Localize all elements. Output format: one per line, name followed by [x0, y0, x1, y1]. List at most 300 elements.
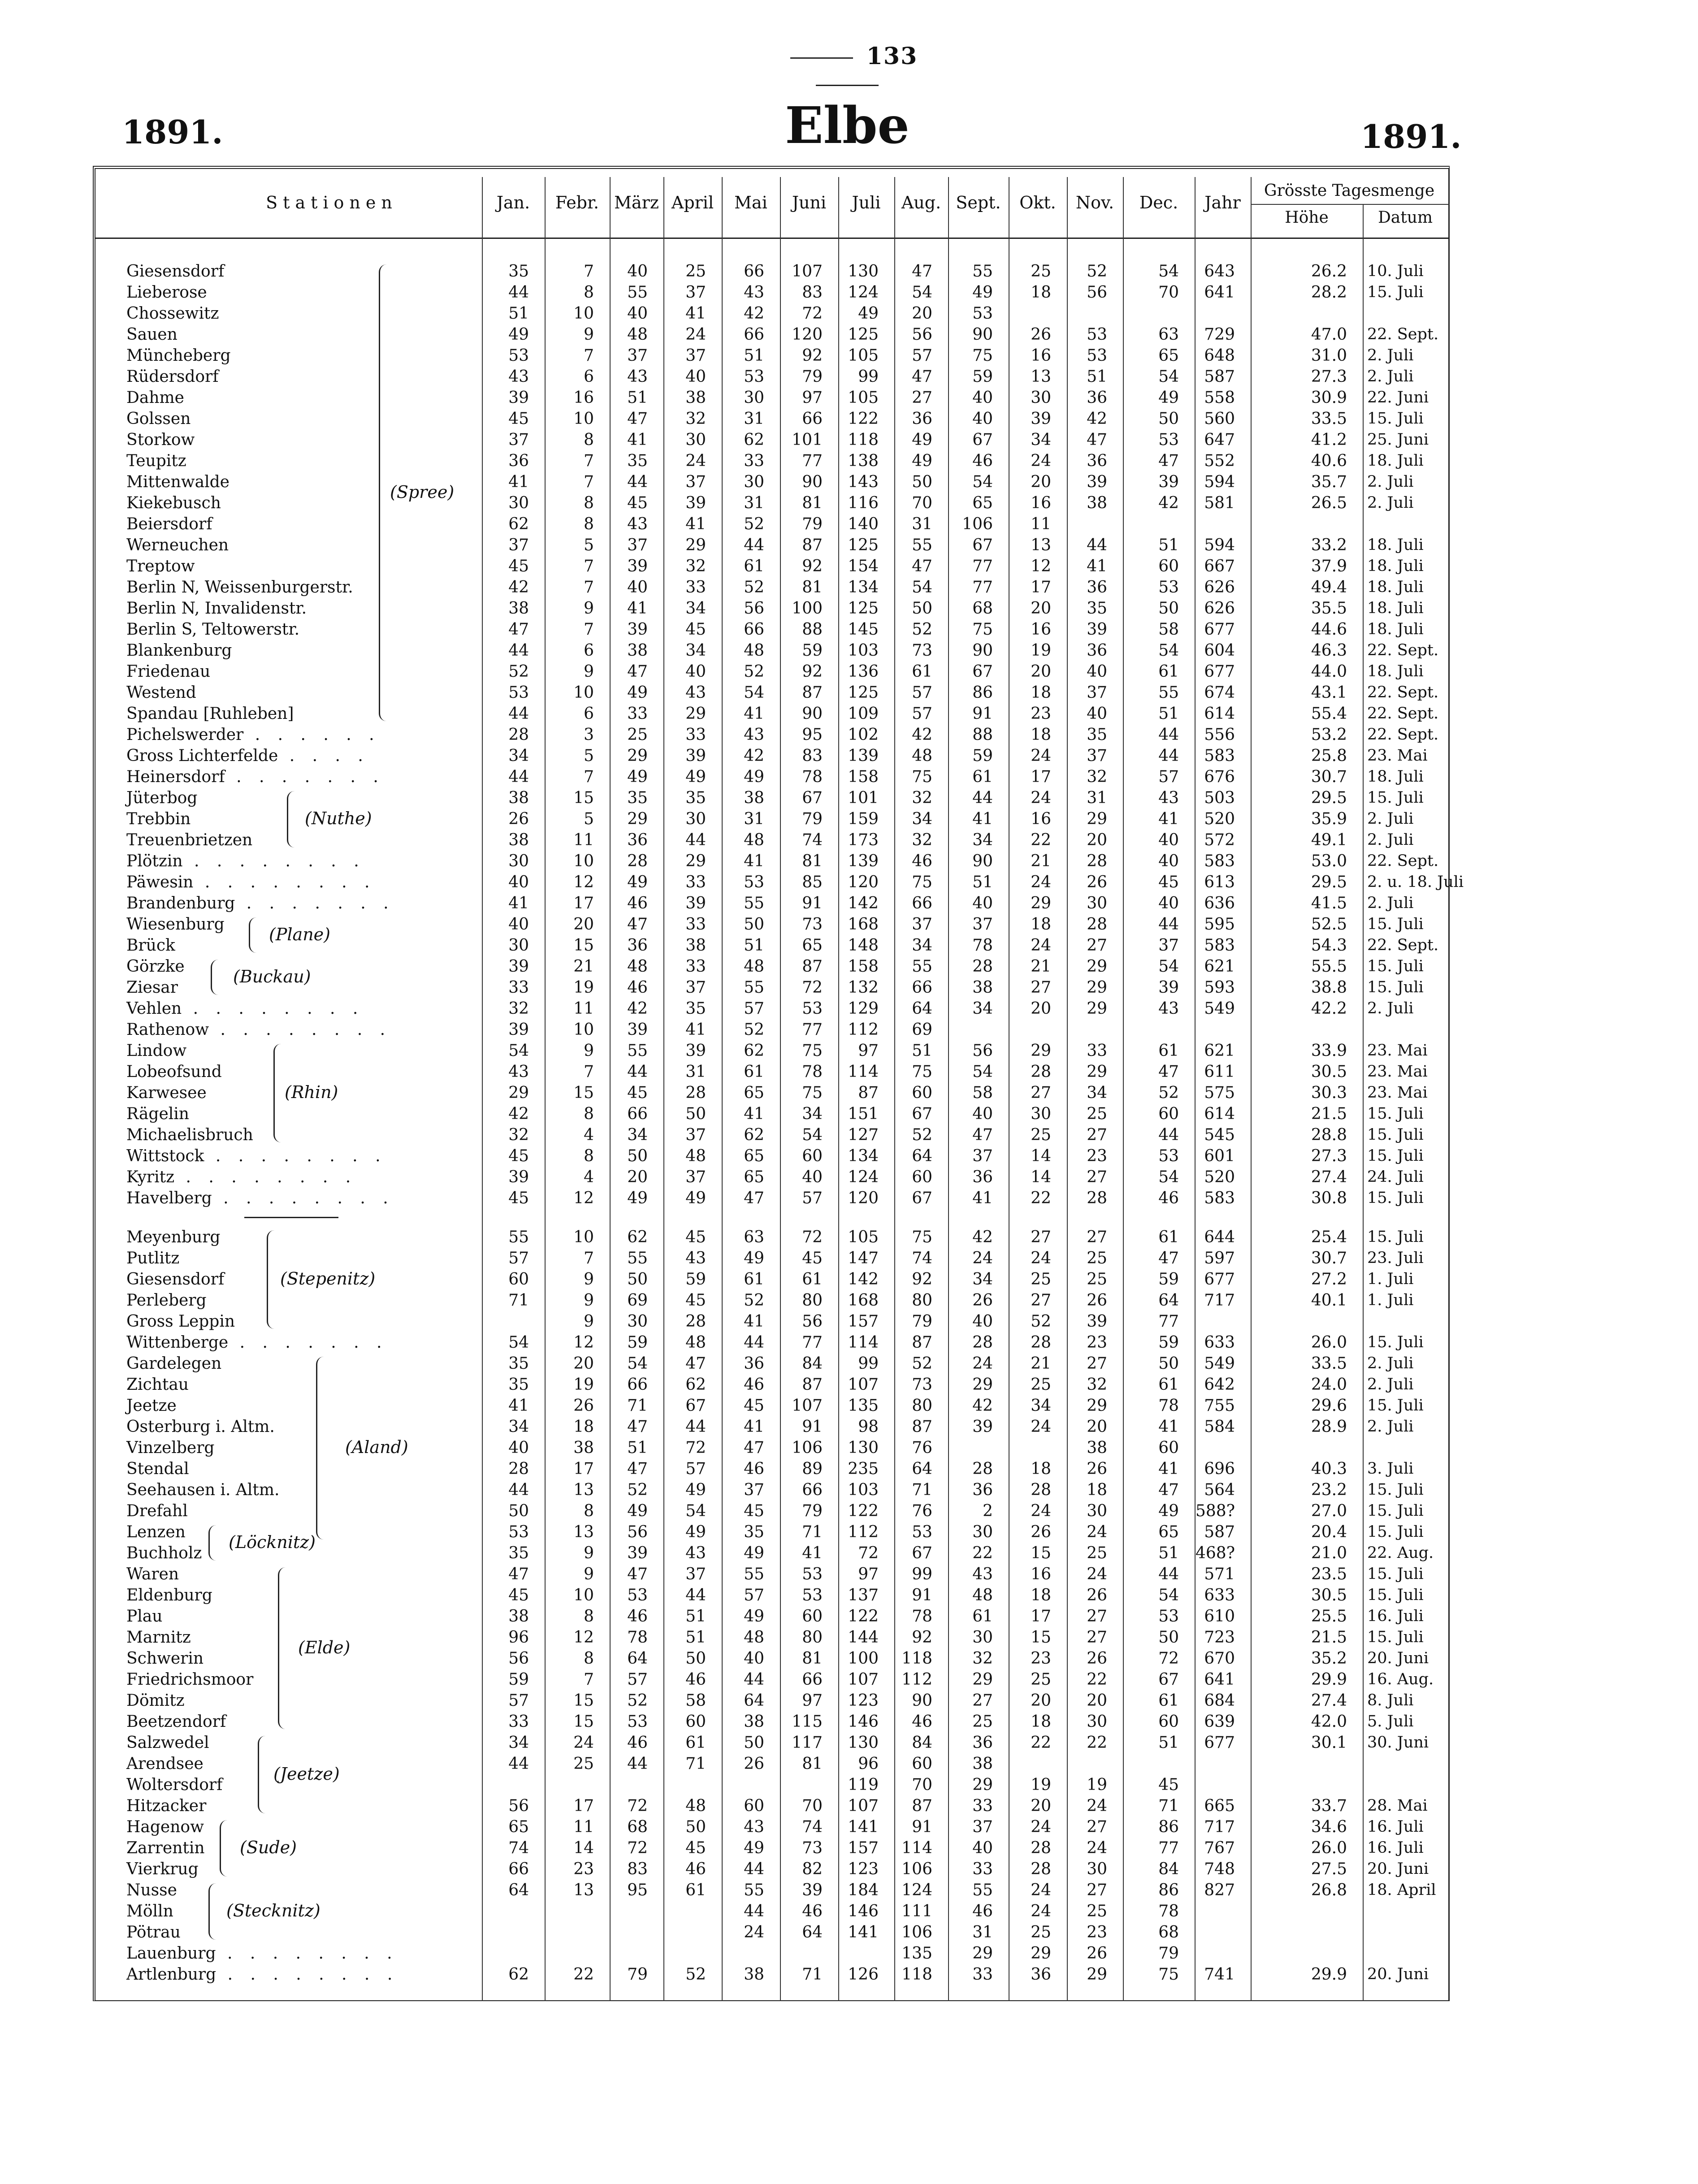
month-value: 91 [802, 894, 823, 913]
month-value: 41 [744, 705, 764, 723]
station-name: Vierkrug [126, 1860, 199, 1878]
month-value: 45 [685, 1291, 706, 1310]
month-value: 45 [627, 494, 648, 512]
month-value: 46 [685, 1860, 706, 1878]
group-brace [258, 1736, 265, 1813]
month-value: 38 [685, 936, 706, 955]
month-value: 7 [584, 1063, 594, 1081]
header-month: April [671, 193, 714, 212]
month-value: 31 [1087, 789, 1107, 807]
month-value: 72 [802, 978, 823, 997]
month-value: 235 [848, 1460, 879, 1478]
month-value: 18 [1031, 1713, 1051, 1731]
month-value: 71 [627, 1397, 648, 1415]
month-value: 70 [1158, 283, 1179, 302]
month-value: 139 [848, 852, 879, 870]
station-name: Perleberg [126, 1291, 207, 1310]
table-row [0, 682, 1698, 703]
month-value: 48 [685, 1797, 706, 1815]
year-total: 717 [1204, 1291, 1235, 1310]
month-value: 62 [508, 1965, 529, 1984]
month-value: 47 [744, 1439, 764, 1457]
month-value: 36 [1087, 452, 1107, 470]
year-total: 583 [1204, 747, 1235, 765]
month-value: 28 [972, 1460, 993, 1478]
month-value: 34 [802, 1105, 823, 1123]
header-month: Aug. [901, 193, 941, 212]
month-value: 107 [848, 1670, 879, 1689]
month-value: 92 [802, 662, 823, 681]
max-height: 23.5 [1311, 1565, 1347, 1583]
month-value: 78 [912, 1607, 932, 1626]
year-total: 665 [1204, 1797, 1235, 1815]
month-value: 66 [627, 1375, 648, 1394]
month-value: 127 [848, 1126, 879, 1144]
month-value: 53 [508, 346, 529, 365]
month-value: 26 [744, 1755, 764, 1773]
month-value: 4 [584, 1126, 594, 1144]
month-value: 42 [1158, 494, 1179, 512]
month-value: 22 [1031, 831, 1051, 849]
year-total: 633 [1204, 1586, 1235, 1604]
year-total: 556 [1204, 726, 1235, 744]
max-height: 44.6 [1311, 620, 1347, 639]
station-name: Jeetze [126, 1397, 177, 1415]
month-value: 143 [848, 473, 879, 491]
month-value: 49 [744, 1544, 764, 1562]
month-value: 51 [912, 1042, 932, 1060]
year-total: 503 [1204, 789, 1235, 807]
month-value: 61 [744, 557, 764, 575]
year-total: 520 [1204, 1168, 1235, 1186]
month-value: 52 [1158, 1084, 1179, 1102]
station-name: Jüterbog [126, 789, 198, 807]
month-value: 56 [972, 1042, 993, 1060]
max-height: 30.1 [1311, 1734, 1347, 1752]
table-row [0, 1669, 1698, 1690]
month-value: 62 [508, 515, 529, 533]
station-name: Müncheberg [126, 346, 231, 365]
month-value: 54 [744, 683, 764, 702]
month-value: 41 [508, 894, 529, 913]
month-value: 15 [573, 1691, 594, 1710]
month-value: 44 [744, 1670, 764, 1689]
group-label: (Stepenitz) [280, 1269, 376, 1289]
month-value: 122 [848, 1502, 879, 1520]
month-value: 46 [627, 1607, 648, 1626]
month-value: 15 [573, 1084, 594, 1102]
month-value: 8 [584, 1607, 594, 1626]
month-value: 53 [912, 1523, 932, 1541]
month-value: 49 [858, 304, 879, 323]
month-value: 11 [573, 1818, 594, 1836]
month-value: 5 [584, 536, 594, 554]
month-value: 69 [912, 1021, 932, 1039]
month-value: 38 [508, 831, 529, 849]
month-value: 34 [685, 599, 706, 618]
month-value: 70 [912, 494, 932, 512]
month-value: 114 [848, 1063, 879, 1081]
month-value: 38 [573, 1439, 594, 1457]
month-value: 24 [1031, 1881, 1051, 1899]
month-value: 26 [1031, 1523, 1051, 1541]
year-total: 667 [1204, 557, 1235, 575]
month-value: 81 [802, 578, 823, 597]
month-value: 64 [627, 1649, 648, 1668]
month-value: 22 [1031, 1189, 1051, 1207]
month-value: 119 [848, 1776, 879, 1794]
month-value: 25 [685, 262, 706, 281]
year-total: 581 [1204, 494, 1235, 512]
year-total: 583 [1204, 852, 1235, 870]
month-value: 25 [573, 1755, 594, 1773]
month-value: 59 [685, 1270, 706, 1289]
year-total: 593 [1204, 978, 1235, 997]
month-value: 66 [912, 894, 932, 913]
month-value: 61 [1158, 1042, 1179, 1060]
month-value: 67 [972, 662, 993, 681]
month-value: 27 [1087, 1126, 1107, 1144]
table-row [0, 661, 1698, 682]
month-value: 54 [1158, 368, 1179, 386]
month-value: 14 [573, 1839, 594, 1857]
month-value: 125 [848, 325, 879, 344]
month-value: 32 [685, 410, 706, 428]
station-name: Chossewitz [126, 304, 219, 323]
year-total: 827 [1204, 1881, 1235, 1899]
max-height: 30.7 [1311, 1249, 1347, 1267]
max-date: 16. Juli [1367, 1607, 1424, 1625]
month-value: 48 [627, 325, 648, 344]
month-value: 41 [744, 1105, 764, 1123]
month-value: 40 [685, 662, 706, 681]
month-value: 53 [744, 873, 764, 891]
max-height: 43.1 [1311, 683, 1347, 702]
month-value: 77 [1158, 1312, 1179, 1331]
month-value: 23 [1031, 1649, 1051, 1668]
month-value: 65 [744, 1147, 764, 1165]
month-value: 6 [584, 368, 594, 386]
month-value: 124 [901, 1881, 932, 1899]
month-value: 67 [912, 1189, 932, 1207]
month-value: 28 [1031, 1481, 1051, 1499]
max-date: 15. Juli [1367, 283, 1424, 301]
year-total: 614 [1204, 1105, 1235, 1123]
month-value: 42 [508, 578, 529, 597]
month-value: 49 [627, 768, 648, 786]
station-name: Karwesee [126, 1084, 207, 1102]
month-value: 70 [912, 1776, 932, 1794]
month-value: 39 [1087, 1312, 1107, 1331]
month-value: 95 [627, 1881, 648, 1899]
month-value: 7 [584, 768, 594, 786]
month-value: 9 [584, 1312, 594, 1331]
month-value: 48 [744, 1628, 764, 1647]
month-value: 60 [1158, 1439, 1179, 1457]
month-value: 79 [627, 1965, 648, 1984]
month-value: 11 [1031, 515, 1051, 533]
month-value: 30 [1087, 894, 1107, 913]
max-height: 34.6 [1311, 1818, 1347, 1836]
month-value: 64 [744, 1691, 764, 1710]
month-value: 40 [508, 915, 529, 934]
month-value: 52 [685, 1965, 706, 1984]
max-date: 1. Juli [1367, 1291, 1414, 1309]
table-row [0, 1922, 1698, 1943]
month-value: 44 [685, 1586, 706, 1604]
month-value: 38 [972, 1755, 993, 1773]
max-date: 18. Juli [1367, 620, 1424, 638]
month-value: 43 [685, 1249, 706, 1267]
month-value: 53 [508, 683, 529, 702]
month-value: 59 [1158, 1270, 1179, 1289]
max-height: 21.5 [1311, 1105, 1347, 1123]
month-value: 49 [912, 431, 932, 449]
table-row [0, 514, 1698, 535]
month-value: 16 [1031, 494, 1051, 512]
year-total: 595 [1204, 915, 1235, 934]
month-value: 91 [912, 1818, 932, 1836]
month-value: 54 [1158, 262, 1179, 281]
month-value: 62 [744, 1126, 764, 1144]
month-value: 42 [912, 726, 932, 744]
table-row [0, 535, 1698, 556]
group-brace [379, 264, 386, 721]
table-row [0, 556, 1698, 577]
month-value: 184 [848, 1881, 879, 1899]
month-value: 8 [584, 283, 594, 302]
month-value: 46 [912, 1713, 932, 1731]
month-value: 36 [1087, 641, 1107, 660]
year-total: 748 [1204, 1860, 1235, 1878]
max-date: 18. Juli [1367, 578, 1424, 596]
year-total: 552 [1204, 452, 1235, 470]
month-value: 80 [802, 1628, 823, 1647]
month-value: 29 [972, 1776, 993, 1794]
month-value: 19 [573, 978, 594, 997]
month-value: 47 [627, 662, 648, 681]
station-name: Trebbin [126, 810, 191, 828]
month-value: 23 [1087, 1923, 1107, 1942]
month-value: 65 [802, 936, 823, 955]
month-value: 38 [508, 599, 529, 618]
month-value: 20 [1087, 831, 1107, 849]
month-value: 57 [912, 683, 932, 702]
month-value: 32 [912, 789, 932, 807]
page-number: 133 [735, 43, 959, 97]
month-value: 39 [1158, 473, 1179, 491]
month-value: 34 [972, 1270, 993, 1289]
month-value: 26 [508, 810, 529, 828]
month-value: 37 [972, 1147, 993, 1165]
max-date: 15. Juli [1367, 1105, 1424, 1123]
month-value: 114 [848, 1333, 879, 1352]
month-value: 19 [1031, 1776, 1051, 1794]
year-total: 594 [1204, 536, 1235, 554]
month-value: 49 [972, 283, 993, 302]
month-value: 24 [972, 1249, 993, 1267]
month-value: 83 [802, 747, 823, 765]
month-value: 146 [848, 1902, 879, 1920]
month-value: 24 [1087, 1523, 1107, 1541]
month-value: 36 [972, 1734, 993, 1752]
month-value: 44 [508, 1755, 529, 1773]
year-total: 648 [1204, 346, 1235, 365]
station-name: Mittenwalde [126, 473, 230, 491]
river-title: Elbe [785, 96, 910, 155]
month-value: 33 [508, 1713, 529, 1731]
max-date: 8. Juli [1367, 1691, 1414, 1709]
month-value: 47 [744, 1189, 764, 1207]
table-row [0, 1648, 1698, 1669]
month-value: 61 [1158, 662, 1179, 681]
month-value: 118 [901, 1649, 932, 1668]
month-value: 24 [685, 325, 706, 344]
max-height: 31.0 [1311, 346, 1347, 365]
month-value: 25 [1031, 262, 1051, 281]
month-value: 7 [584, 262, 594, 281]
month-value: 77 [802, 452, 823, 470]
month-value: 40 [972, 1105, 993, 1123]
month-value: 15 [1031, 1628, 1051, 1647]
max-height: 35.9 [1311, 810, 1347, 828]
month-value: 40 [972, 894, 993, 913]
month-value: 52 [1087, 262, 1107, 281]
month-value: 114 [901, 1839, 932, 1857]
year-total: 594 [1204, 473, 1235, 491]
month-value: 54 [1158, 641, 1179, 660]
month-value: 78 [802, 768, 823, 786]
month-value: 61 [912, 662, 932, 681]
month-value: 7 [584, 620, 594, 639]
max-height: 21.5 [1311, 1628, 1347, 1647]
month-value: 30 [972, 1523, 993, 1541]
max-height: 25.5 [1311, 1607, 1347, 1626]
month-value: 55 [972, 1881, 993, 1899]
month-value: 27 [972, 1691, 993, 1710]
station-name: Teupitz [126, 452, 186, 470]
max-date: 2. Juli [1367, 810, 1414, 828]
month-value: 134 [848, 1147, 879, 1165]
month-value: 90 [802, 473, 823, 491]
month-value: 30 [1031, 1105, 1051, 1123]
month-value: 37 [1158, 936, 1179, 955]
month-value: 122 [848, 1607, 879, 1626]
month-value: 44 [744, 1902, 764, 1920]
month-value: 27 [1087, 936, 1107, 955]
month-value: 130 [848, 262, 879, 281]
month-value: 26 [1087, 1649, 1107, 1668]
month-value: 16 [1031, 810, 1051, 828]
month-value: 76 [912, 1502, 932, 1520]
max-date: 2. Juli [1367, 368, 1414, 385]
max-date: 15. Juli [1367, 1565, 1424, 1583]
month-value: 41 [1158, 1460, 1179, 1478]
month-value: 39 [685, 494, 706, 512]
group-label: (Plane) [269, 924, 330, 944]
max-height: 25.4 [1311, 1228, 1347, 1246]
month-value: 173 [848, 831, 879, 849]
month-value: 44 [1158, 1126, 1179, 1144]
month-value: 17 [1031, 578, 1051, 597]
month-value: 64 [802, 1923, 823, 1942]
header-rule [95, 238, 1450, 239]
month-value: 37 [912, 915, 932, 934]
month-value: 29 [1087, 978, 1107, 997]
month-value: 29 [1087, 1965, 1107, 1984]
month-value: 53 [1158, 431, 1179, 449]
year-total: 597 [1204, 1249, 1235, 1267]
month-value: 97 [858, 1042, 879, 1060]
month-value: 64 [912, 999, 932, 1018]
month-value: 19 [573, 1375, 594, 1394]
month-value: 44 [744, 1333, 764, 1352]
month-value: 51 [685, 1628, 706, 1647]
month-value: 34 [508, 1734, 529, 1752]
month-value: 36 [627, 936, 648, 955]
month-value: 43 [627, 515, 648, 533]
month-value: 46 [627, 894, 648, 913]
month-value: 22 [1031, 1734, 1051, 1752]
month-value: 98 [858, 1418, 879, 1436]
max-date: 23. Mai [1367, 747, 1428, 765]
month-value: 6 [584, 705, 594, 723]
month-value: 10 [573, 1586, 594, 1604]
month-value: 11 [573, 999, 594, 1018]
table-row [0, 1248, 1698, 1269]
station-name: Wiesenburg [126, 915, 225, 934]
month-value: 72 [802, 304, 823, 323]
month-value: 99 [858, 368, 879, 386]
max-height: 26.0 [1311, 1839, 1347, 1857]
month-value: 48 [685, 1147, 706, 1165]
month-value: 145 [848, 620, 879, 639]
month-value: 6 [584, 641, 594, 660]
month-value: 44 [1087, 536, 1107, 554]
month-value: 24 [1031, 873, 1051, 891]
table-row [0, 282, 1698, 303]
month-value: 83 [627, 1860, 648, 1878]
month-value: 7 [584, 1670, 594, 1689]
month-value: 60 [1158, 1105, 1179, 1123]
month-value: 39 [627, 1544, 648, 1562]
month-value: 54 [508, 1042, 529, 1060]
month-value: 97 [802, 1691, 823, 1710]
max-height: 29.9 [1311, 1965, 1347, 1984]
year-total: 626 [1204, 599, 1235, 618]
group-label: (Stecknitz) [226, 1901, 321, 1920]
month-value: 90 [802, 705, 823, 723]
month-value: 86 [1158, 1818, 1179, 1836]
month-value: 54 [802, 1126, 823, 1144]
max-height: 42.2 [1311, 999, 1347, 1018]
month-value: 54 [508, 1333, 529, 1352]
month-value: 81 [802, 494, 823, 512]
month-value: 51 [627, 1439, 648, 1457]
table-row [0, 1082, 1698, 1103]
month-value: 65 [744, 1168, 764, 1186]
month-value: 73 [802, 1839, 823, 1857]
month-value: 41 [744, 1312, 764, 1331]
year-total: 639 [1204, 1713, 1235, 1731]
month-value: 18 [1031, 915, 1051, 934]
max-date: 15. Juli [1367, 1189, 1424, 1207]
month-value: 29 [685, 705, 706, 723]
month-value: 8 [584, 431, 594, 449]
month-value: 64 [1158, 1291, 1179, 1310]
month-value: 38 [744, 1713, 764, 1731]
month-value: 36 [1087, 578, 1107, 597]
